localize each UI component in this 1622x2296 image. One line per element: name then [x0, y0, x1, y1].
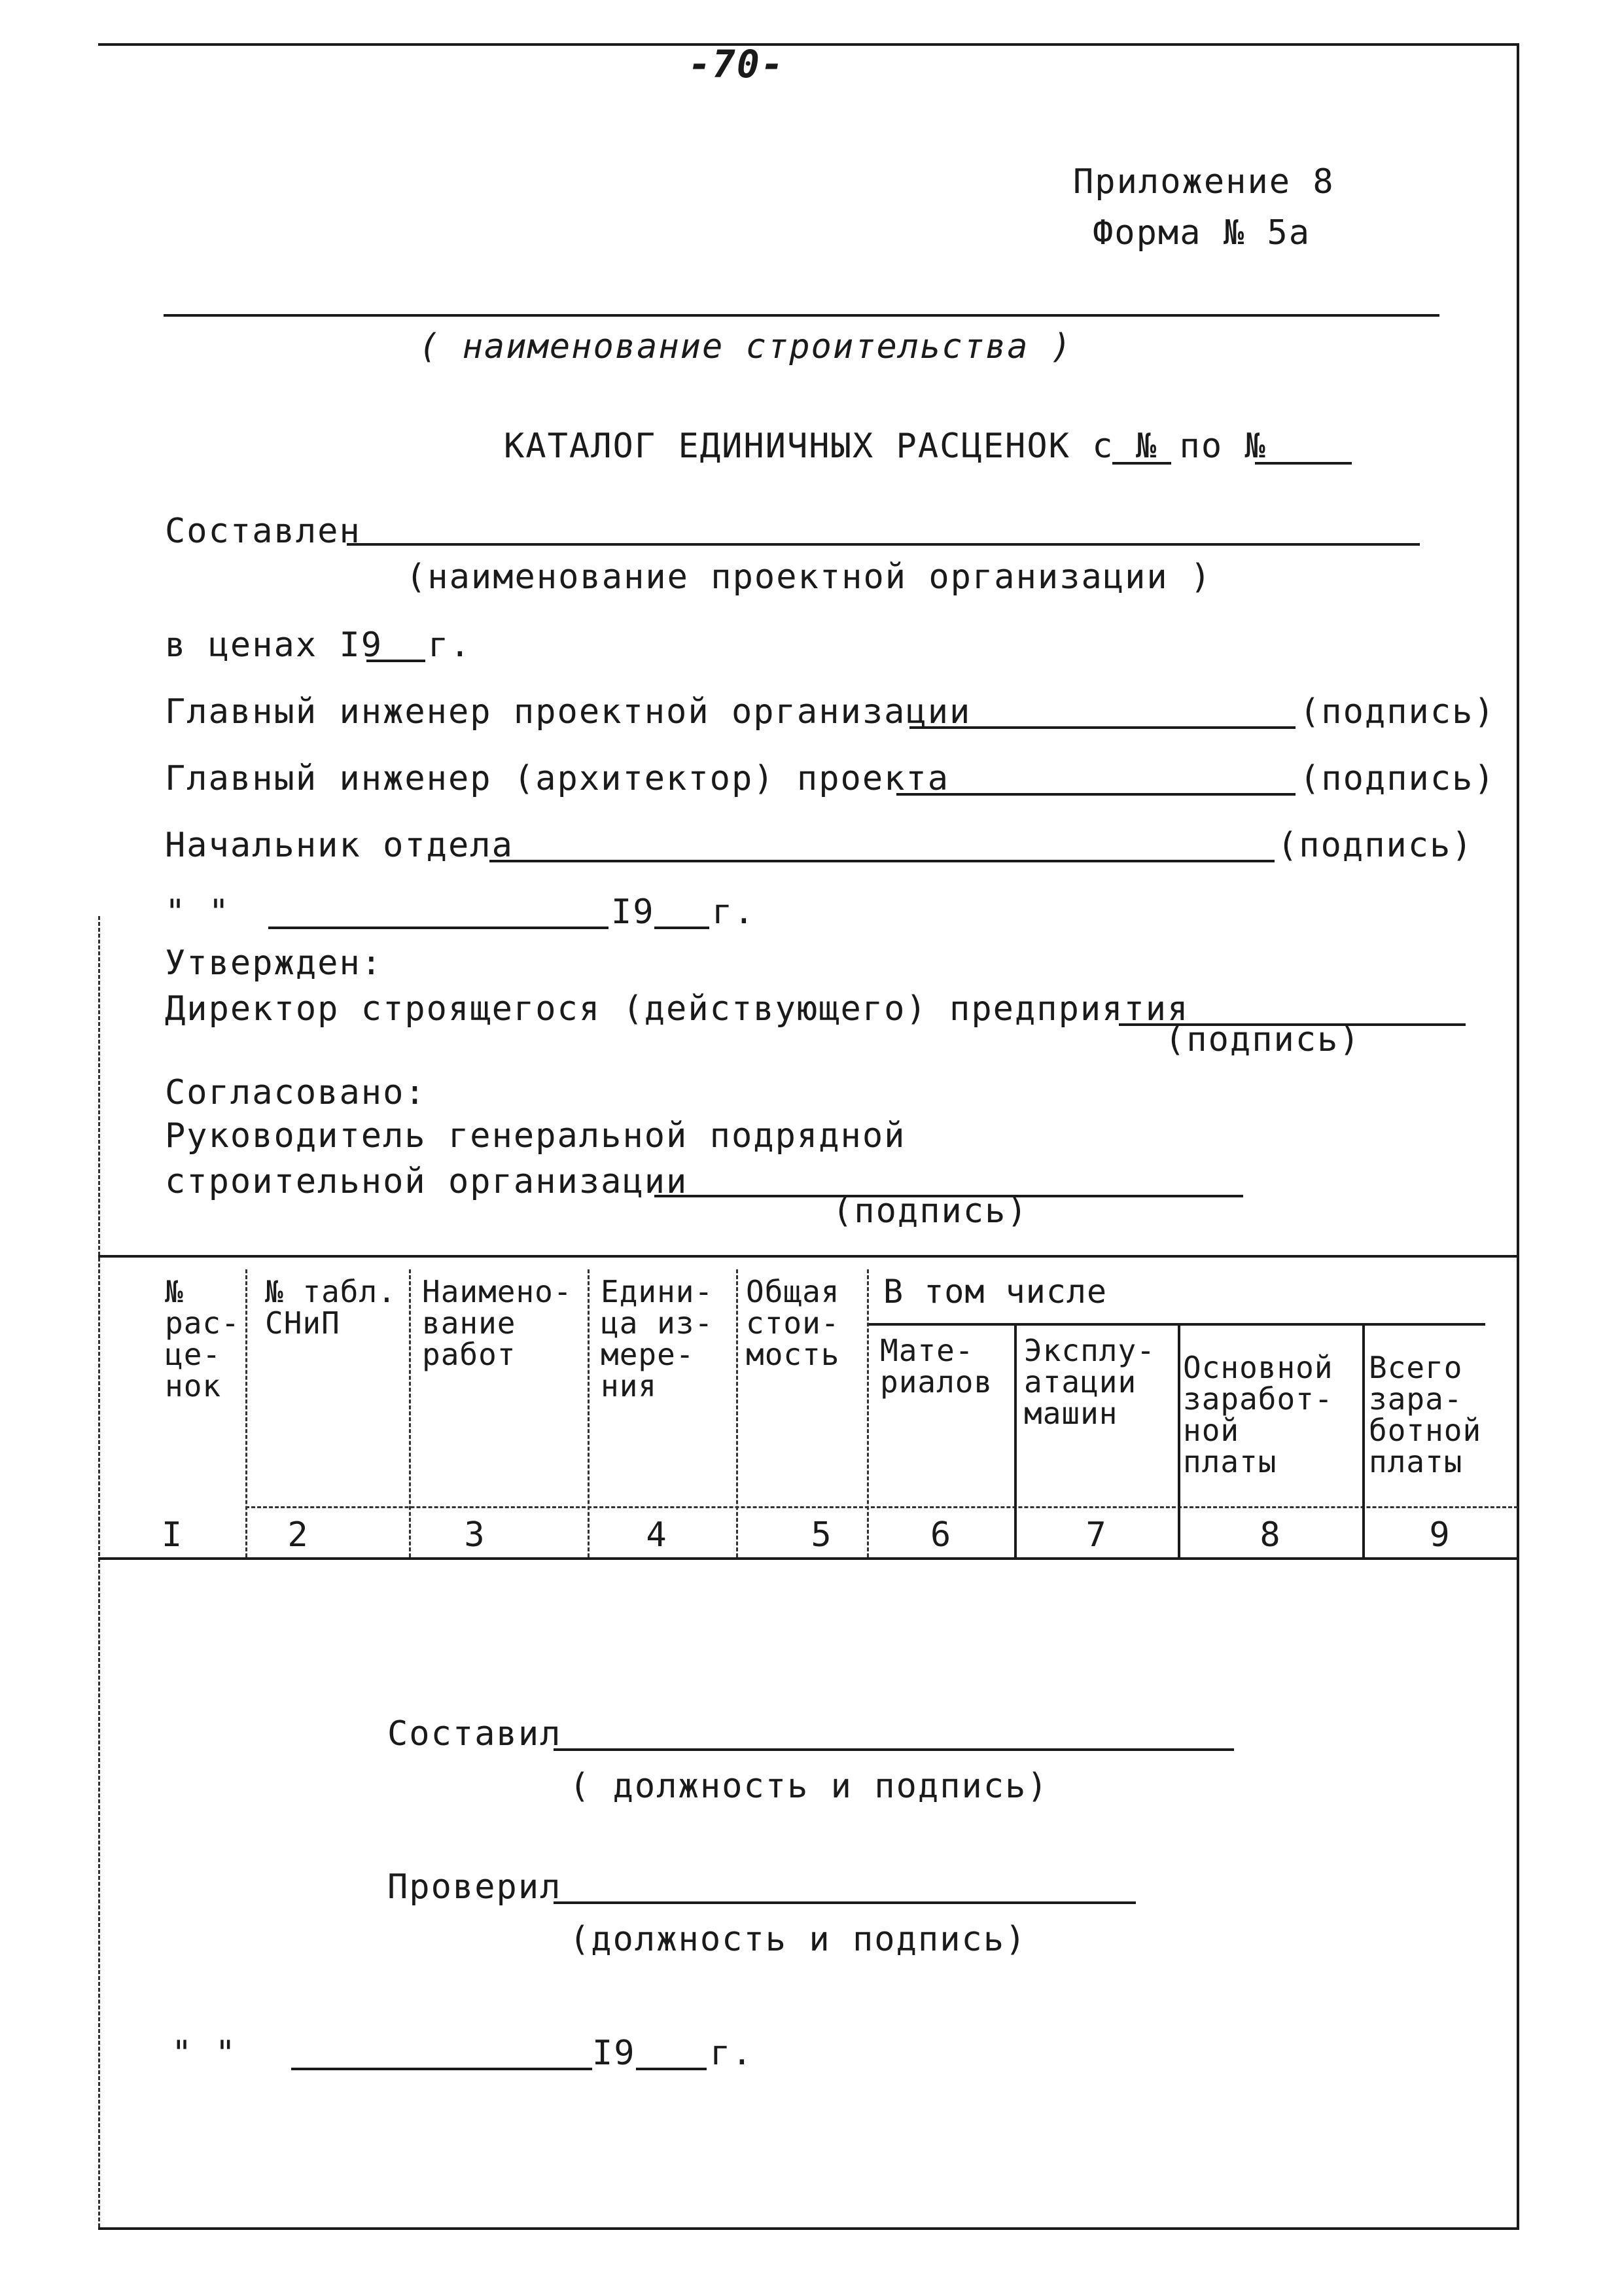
date-day-month-field-2[interactable] [291, 2068, 592, 2070]
compiled-by-label: Составил [387, 1714, 562, 1754]
table-numbers-border [245, 1506, 1518, 1508]
date-year-prefix-2: I9 [592, 2034, 636, 2073]
chief-engineer-org-field[interactable] [909, 726, 1296, 729]
signature-3: (подпись) [1277, 826, 1473, 865]
col-header-materials: Мате- риалов [880, 1333, 993, 1400]
construction-caption: ( наименование строительства ) [419, 327, 1073, 366]
col-number-1: I [161, 1515, 183, 1555]
date-year-suffix-1: г. [712, 892, 756, 932]
date-year-suffix-2: г. [710, 2034, 754, 2073]
signature-1: (подпись) [1299, 692, 1496, 732]
col-number-9: 9 [1429, 1515, 1450, 1555]
chief-engineer-org-label: Главный инженер проектной организации [165, 692, 972, 732]
col-header-work-name: Наимено- вание работ [422, 1274, 573, 1372]
frame-right [1517, 43, 1519, 2229]
form-label: Форма № 5а [1093, 213, 1311, 253]
date-day-month-field-1[interactable] [268, 927, 608, 929]
chief-engineer-project-field[interactable] [896, 793, 1296, 796]
compiled-label: Составлен [165, 512, 361, 551]
col-header-unit: Едини- ца из- мере- ния [601, 1274, 714, 1404]
signature-5: (подпись) [832, 1192, 1029, 1231]
position-signature-caption-2: (должность и подпись) [569, 1920, 1027, 1959]
col-divider-5 [867, 1269, 869, 1557]
col-header-total-cost: Общая стои- мость [746, 1274, 840, 1372]
col-divider-4 [736, 1269, 738, 1557]
catalog-from-field[interactable] [1112, 462, 1171, 465]
col-number-7: 7 [1085, 1515, 1106, 1555]
col-header-machines: Эксплу- атации машин [1024, 1333, 1155, 1431]
approved-label: Утвержден: [165, 944, 383, 983]
date-quotes-1: " " [165, 892, 230, 932]
col-number-6: 6 [930, 1515, 951, 1555]
table-subheader-border [867, 1323, 1485, 1326]
contractor-head-line-1: Руководитель генеральной подрядной [165, 1116, 906, 1156]
col-number-8: 8 [1260, 1515, 1280, 1555]
col-header-including: В том числе [883, 1273, 1108, 1311]
col-divider-3 [588, 1269, 590, 1557]
frame-top [98, 43, 1518, 46]
catalog-title: КАТАЛОГ ЕДИНИЧНЫХ РАСЦЕНОК с № по № [504, 427, 1267, 466]
prices-label: в ценах I9 [165, 626, 383, 665]
col-divider-2 [409, 1269, 411, 1557]
chief-engineer-project-label: Главный инженер (архитектор) проекта [165, 759, 950, 798]
signature-4: (подпись) [1165, 1020, 1361, 1059]
checked-by-label: Проверил [387, 1867, 562, 1907]
col-number-3: 3 [464, 1515, 485, 1555]
org-caption: (наименование проектной организации ) [406, 557, 1212, 597]
col-number-5: 5 [811, 1515, 832, 1555]
dept-head-label: Начальник отдела [165, 826, 514, 865]
date-year-prefix-1: I9 [611, 892, 655, 932]
table-top-border [98, 1255, 1518, 1258]
catalog-to-field[interactable] [1255, 462, 1352, 465]
col-divider-1 [245, 1269, 247, 1557]
col-number-4: 4 [646, 1515, 667, 1555]
contractor-head-line-2: строительной организации [165, 1162, 688, 1201]
frame-left [98, 916, 100, 2227]
date-year-field-2[interactable] [636, 2068, 707, 2070]
position-signature-caption-1: ( должность и подпись) [569, 1767, 1049, 1806]
director-label: Директор строящегося (действующего) предприятия [165, 989, 1190, 1029]
col-header-total-wage: Всего зара- ботной платы [1369, 1350, 1482, 1479]
page-number: -70- [688, 42, 785, 86]
col-number-2: 2 [287, 1515, 308, 1555]
checked-by-field[interactable] [554, 1901, 1136, 1904]
dept-head-field[interactable] [489, 860, 1275, 862]
table-bottom-border [98, 1557, 1518, 1560]
col-header-rate-number: № рас- це- нок [165, 1274, 240, 1404]
frame-bottom [98, 2227, 1519, 2230]
prices-year-field[interactable] [366, 660, 425, 662]
construction-name-field[interactable] [164, 314, 1439, 317]
prices-year-suffix: г. [428, 626, 472, 665]
compiled-by-field[interactable] [554, 1748, 1234, 1751]
signature-2: (подпись) [1299, 759, 1496, 798]
agreed-label: Согласовано: [165, 1073, 427, 1112]
date-year-field-1[interactable] [654, 927, 709, 929]
col-header-base-wage: Основной заработ- ной платы [1183, 1350, 1333, 1479]
date-quotes-2: " " [171, 2034, 237, 2073]
col-header-snip-table: № табл. СНиП [265, 1274, 397, 1341]
appendix-label: Приложение 8 [1073, 162, 1335, 202]
compiled-org-field[interactable] [347, 543, 1420, 546]
